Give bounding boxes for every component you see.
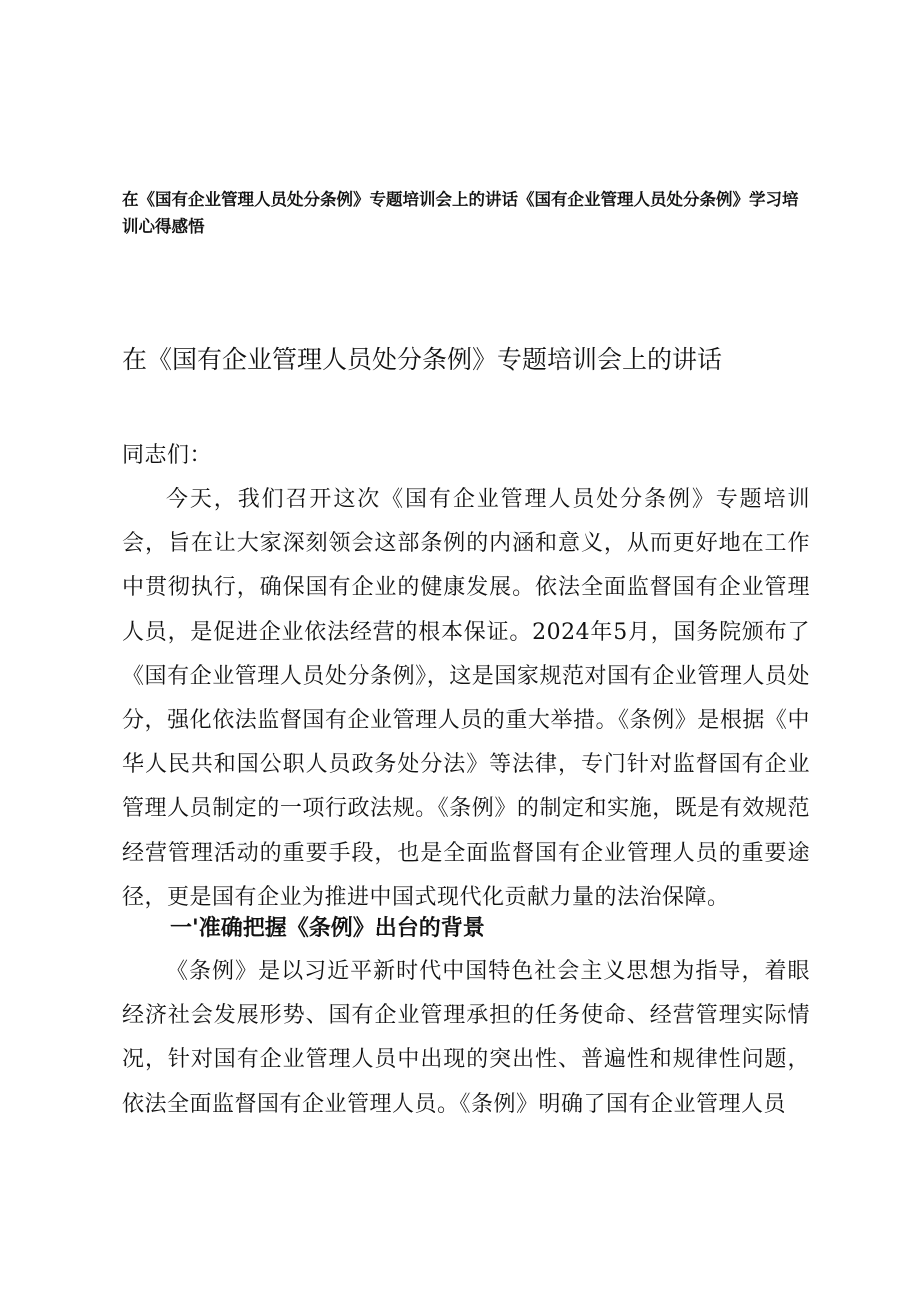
salutation: 同志们： — [122, 443, 213, 468]
speech-title: 在《国有企业管理人员处分条例》专题培训会上的讲话 — [122, 345, 723, 374]
paragraph-background: 《条例》是以习近平新时代中国特色社会主义思想为指导，着眼经济社会发展形势、国有企业管理承担的任务使命、经营管理实际情况，针对国有企业管理人员中出现的突出性、普遍性和规律性问题，依法全面监督国有企业管理人员。《条例》明确了国有企业管理人员 — [122, 959, 810, 1117]
document-header-title: 在《国有企业管理人员处分条例》专题培训会上的讲话《国有企业管理人员处分条例》学习培训心得感悟 — [122, 190, 799, 236]
paragraph-opening: 今天，我们召开这次《国有企业管理人员处分条例》专题培训会，旨在让大家深刻领会这部条例的内涵和意义，从而更好地在工作中贯彻执行，确保国有企业的健康发展。依法全面监督国有企业管理人员，是促进企业依法经营的根本保证。2024年5月，国务院颁布了《国有企业管理人员处分条例》，这是国家规范对国有企业管理人员处分，强化依法监督国有企业管理人员的重大举措。《条例》是根据《中华人民共和国公职人员政务处分法》等法律，专门针对监督国有企业管理人员制定的一项行政法规。《条例》的制定和实施，既是有效规范经营管理活动的重要手段，也是全面监督国有企业管理人员的重要途径，更是国有企业为推进中国式现代化贡献力量的法治保障。 — [122, 487, 810, 910]
section-heading-background: 一'准确把握《条例》出台的背景 — [170, 916, 485, 941]
